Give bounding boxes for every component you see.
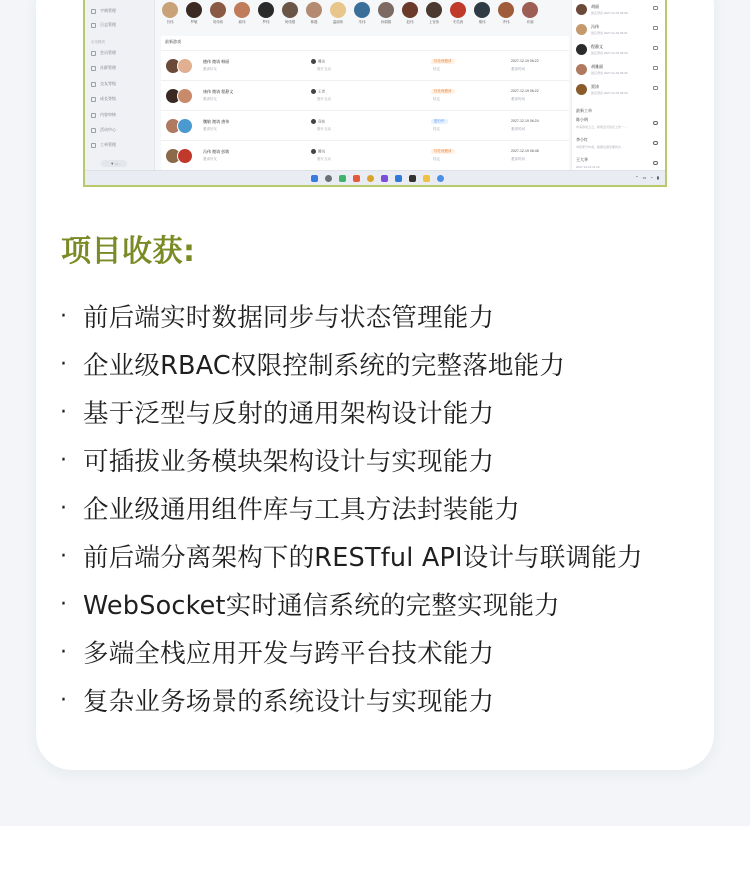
app-icon xyxy=(353,175,360,182)
row-names: 魏敏 邀请 唐伟 xyxy=(203,119,230,124)
bullet: · xyxy=(60,447,67,473)
status-badge: 进行中 xyxy=(431,119,448,124)
bullet: · xyxy=(60,543,67,569)
game-icon xyxy=(311,149,316,154)
list-item-text: 多端全栈应用开发与跨平台技术能力 xyxy=(83,639,495,669)
sidebar-item xyxy=(91,140,116,150)
avatar-item xyxy=(329,2,347,32)
table-row xyxy=(161,110,569,139)
row-tag-label: 竞技 xyxy=(318,119,325,124)
avatar xyxy=(498,2,514,18)
list-item-text: 企业级通用组件库与工具方法封装能力 xyxy=(83,495,520,525)
avatar-name: 易伟伟 xyxy=(212,20,224,24)
row-sub: 邀请好友 xyxy=(203,97,217,101)
bullet: · xyxy=(60,303,67,329)
row-tag-sub: 图片互动 xyxy=(317,157,331,161)
chat-icon xyxy=(653,161,658,165)
avatar-item xyxy=(185,2,203,32)
avatar-item xyxy=(377,2,395,32)
workorders-title: 最新工单 xyxy=(576,108,592,113)
user-name: 胡丽 xyxy=(591,4,599,9)
list-item-text: 前后端实时数据同步与状态管理能力 xyxy=(83,303,495,333)
user-name: 冯伟 xyxy=(591,24,599,29)
status-sub: 待定 xyxy=(433,157,440,161)
online-user xyxy=(576,2,662,20)
status-badge: 待处理邀请 xyxy=(431,59,455,64)
avatar-item xyxy=(473,2,491,32)
row-tag xyxy=(311,149,325,154)
battery-icon: ▮ xyxy=(656,175,659,180)
feed-panel xyxy=(161,36,569,170)
sidebar-item-label: 日志管理 xyxy=(100,22,116,27)
online-user xyxy=(576,82,662,100)
online-user xyxy=(576,62,662,80)
right-panel xyxy=(571,0,665,170)
row-time-sub: 邀请时间 xyxy=(511,67,525,71)
avatar-name: 罗伟 xyxy=(262,20,270,24)
list-item xyxy=(60,388,720,436)
avatar-item xyxy=(209,2,227,32)
avatar xyxy=(576,44,587,55)
sidebar-item xyxy=(91,94,116,104)
menu-icon xyxy=(91,66,96,71)
user-name: 程静文 xyxy=(591,44,603,49)
table-row xyxy=(161,140,569,169)
avatar-item xyxy=(161,2,179,32)
status-badge: 待处理邀请 xyxy=(431,89,455,94)
menu-icon xyxy=(91,9,96,14)
status-badge: 待处理邀请 xyxy=(431,149,455,154)
row-tag-label: 腾讯 xyxy=(318,149,325,154)
sidebar-item xyxy=(91,63,116,73)
bullet: · xyxy=(60,591,67,617)
taskbar xyxy=(85,170,665,187)
folder-icon xyxy=(423,175,430,182)
menu-icon xyxy=(91,128,96,133)
wifi-icon: ◔ xyxy=(650,175,653,180)
list-item xyxy=(60,676,720,724)
avatar-name: 孙娟娟 xyxy=(380,20,392,24)
avatar-name: 林磊 xyxy=(310,20,318,24)
screenshot-sidebar xyxy=(85,0,155,170)
menu-icon xyxy=(91,97,96,102)
row-tag-label: 王者 xyxy=(318,89,325,94)
sidebar-item-label: 工单管理 xyxy=(100,142,116,147)
user-meta: 最后登录 2027-12-19 06:03 xyxy=(591,91,628,95)
sidebar-item xyxy=(91,79,116,89)
menu-icon xyxy=(91,143,96,148)
list-item xyxy=(60,580,720,628)
avatar-name: 何伟强 xyxy=(284,20,296,24)
game-icon xyxy=(311,59,316,64)
row-tag xyxy=(311,59,325,64)
row-time: 2027-12-19 06:24 xyxy=(511,119,539,123)
workorder-text: 申请添加云云，新建会员信息上传一... xyxy=(576,125,627,129)
avatar-item xyxy=(401,2,419,32)
avatar-item xyxy=(305,2,323,32)
user-meta: 最后登录 2027-12-19 06:06 xyxy=(591,71,628,75)
sidebar-item-label: 内容审核 xyxy=(100,112,116,117)
status-sub: 待定 xyxy=(433,97,440,101)
row-tag-label: 腾讯 xyxy=(318,59,325,64)
avatar xyxy=(522,2,538,18)
row-names: 冯伟 邀请 彭敏 xyxy=(203,149,230,154)
row-names: 康伟 邀请 程静文 xyxy=(203,89,234,94)
avatar-pair xyxy=(165,118,195,134)
row-tag-sub: 图片互动 xyxy=(317,97,331,101)
row-tag-sub: 图片互动 xyxy=(317,127,331,131)
avatar-item xyxy=(521,2,539,32)
avatar-name: 赵伟 xyxy=(406,20,414,24)
avatar xyxy=(258,2,274,18)
row-time-sub: 邀请时间 xyxy=(511,127,525,131)
status-sub: 待定 xyxy=(433,67,440,71)
workorder-item xyxy=(576,137,662,155)
avatar-name: 上官伟 xyxy=(428,20,440,24)
game-icon xyxy=(311,89,316,94)
avatar-name: 乔丽 xyxy=(526,20,534,24)
avatar xyxy=(162,2,178,18)
bullet: · xyxy=(60,639,67,665)
workorder-item xyxy=(576,117,662,135)
user-meta: 最后登录 2027-12-19 06:01 xyxy=(591,31,628,35)
avatar-item xyxy=(353,2,371,32)
row-tag xyxy=(311,119,325,124)
sidebar-item-label: 会员管理 xyxy=(100,50,116,55)
tray xyxy=(635,175,659,180)
chat-icon xyxy=(653,141,658,145)
app-icon xyxy=(381,175,388,182)
game-icon xyxy=(311,119,316,124)
browser-icon xyxy=(367,175,374,182)
start-icon xyxy=(311,175,318,182)
avatar-name: 郝伟 xyxy=(238,20,246,24)
avatar xyxy=(474,2,490,18)
avatar xyxy=(282,2,298,18)
avatar-strip xyxy=(161,2,561,32)
list-item-text: 复杂业务场景的系统设计与实现能力 xyxy=(83,687,495,717)
row-time: 2027-12-19 06:22 xyxy=(511,59,539,63)
row-time-sub: 邀请时间 xyxy=(511,157,525,161)
list-item-text: WebSocket实时通信系统的完整实现能力 xyxy=(83,591,560,621)
row-sub: 邀请好友 xyxy=(203,127,217,131)
list-item xyxy=(60,436,720,484)
list-item-text: 基于泛型与反射的通用架构设计能力 xyxy=(83,399,495,429)
row-time: 2027-12-19 06:48 xyxy=(511,149,539,153)
list-item xyxy=(60,292,720,340)
avatar xyxy=(234,2,250,18)
row-names: 德伟 邀请 韩丽 xyxy=(203,59,230,64)
message-icon xyxy=(653,46,658,50)
online-user xyxy=(576,22,662,40)
editor-icon xyxy=(395,175,402,182)
sidebar-item-label: 成长等级 xyxy=(100,96,116,101)
message-icon xyxy=(653,66,658,70)
sidebar-item-label: 社群管理 xyxy=(100,65,116,70)
menu-icon xyxy=(91,82,96,87)
bullet: · xyxy=(60,351,67,377)
user-meta: 最后登录 2027-12-19 06:08 xyxy=(591,11,628,15)
user-meta: 最后登录 2027-12-19 06:03 xyxy=(591,51,628,55)
avatar-name: 冬瓜西 xyxy=(452,20,464,24)
row-sub: 邀请好友 xyxy=(203,157,217,161)
workorder-text: 举报账号申请，截图证据需要核实... xyxy=(576,145,624,149)
user-name: 胡雅丽 xyxy=(591,64,603,69)
list-item-text: 前后端分离架构下的RESTful API设计与联调能力 xyxy=(83,543,643,573)
avatar-item xyxy=(449,2,467,32)
avatar-item xyxy=(281,2,299,32)
online-user xyxy=(576,42,662,60)
avatar-item xyxy=(497,2,515,32)
message-icon xyxy=(653,26,658,30)
avatar xyxy=(576,4,587,15)
workorder-name: 李小红 xyxy=(576,137,588,142)
avatar xyxy=(177,148,193,164)
avatar-name: 罗敏 xyxy=(190,20,198,24)
list-item xyxy=(60,532,720,580)
avatar-name: 齐伟 xyxy=(502,20,510,24)
avatar xyxy=(426,2,442,18)
avatar-name: 温丽伟 xyxy=(332,20,344,24)
bullet: · xyxy=(60,687,67,713)
avatar xyxy=(576,24,587,35)
avatar-item xyxy=(233,2,251,32)
avatar xyxy=(402,2,418,18)
avatar xyxy=(186,2,202,18)
app-icon xyxy=(339,175,346,182)
avatar-name: 吕伟 xyxy=(166,20,174,24)
row-time-sub: 邀请时间 xyxy=(511,97,525,101)
chrome-icon xyxy=(437,175,444,182)
row-tag xyxy=(311,89,325,94)
avatar-pair xyxy=(165,148,195,164)
avatar xyxy=(576,84,587,95)
menu-icon xyxy=(91,113,96,118)
list-item xyxy=(60,484,720,532)
avatar xyxy=(210,2,226,18)
list-item xyxy=(60,340,720,388)
avatar xyxy=(450,2,466,18)
bullet: · xyxy=(60,495,67,521)
chat-icon xyxy=(653,121,658,125)
list-item xyxy=(60,628,720,676)
avatar-name: 朱伟 xyxy=(358,20,366,24)
sidebar-item xyxy=(91,20,116,30)
tray-icon: ⌃ xyxy=(635,175,639,180)
list-item-text: 企业级RBAC权限控制系统的完整落地能力 xyxy=(83,351,566,381)
row-tag-sub: 图片互动 xyxy=(317,67,331,71)
sidebar-item xyxy=(91,48,116,58)
avatar xyxy=(378,2,394,18)
sidebar-collapse-pill: ▼ ○ xyxy=(101,160,127,167)
sidebar-item-label: 字典管理 xyxy=(100,8,116,13)
terminal-icon xyxy=(409,175,416,182)
avatar-item xyxy=(257,2,275,32)
status-sub: 待定 xyxy=(433,127,440,131)
user-name: 贾涛 xyxy=(591,84,599,89)
row-time: 2027-12-19 06:22 xyxy=(511,89,539,93)
gains-list xyxy=(60,292,720,724)
sidebar-item xyxy=(91,6,116,16)
avatar xyxy=(177,118,193,134)
avatar-pair xyxy=(165,88,195,104)
workorder-name: 陈小明 xyxy=(576,117,588,122)
avatar xyxy=(330,2,346,18)
message-icon xyxy=(653,6,658,10)
search-icon xyxy=(325,175,332,182)
avatar xyxy=(354,2,370,18)
avatar-item xyxy=(425,2,443,32)
avatar-name: 秦伟 xyxy=(478,20,486,24)
row-sub: 邀请好友 xyxy=(203,67,217,71)
section-title: 项目收获: xyxy=(61,234,196,269)
sidebar-item-label: 交友等级 xyxy=(100,81,116,86)
avatar xyxy=(177,88,193,104)
table-row xyxy=(161,80,569,109)
tray-icon: ▭ xyxy=(642,175,647,180)
bullet: · xyxy=(60,399,67,425)
avatar-pair xyxy=(165,58,195,74)
workorder-name: 王大华 xyxy=(576,157,588,162)
avatar xyxy=(177,58,193,74)
app-screenshot xyxy=(83,0,667,187)
table-row xyxy=(161,50,569,79)
workorder-text: 2027-12-19 11:19 xyxy=(576,165,600,169)
list-item-text: 可插拔业务模块架构设计与实现能力 xyxy=(83,447,495,477)
feed-title: 最新游戏 xyxy=(165,39,181,44)
menu-icon xyxy=(91,23,96,28)
menu-icon xyxy=(91,51,96,56)
message-icon xyxy=(653,86,658,90)
avatar xyxy=(306,2,322,18)
sidebar-caption: 应用模块 xyxy=(91,40,105,44)
sidebar-item-label: 活动中心 xyxy=(100,127,116,132)
sidebar-item xyxy=(91,125,116,135)
sidebar-item xyxy=(91,110,116,120)
avatar xyxy=(576,64,587,75)
